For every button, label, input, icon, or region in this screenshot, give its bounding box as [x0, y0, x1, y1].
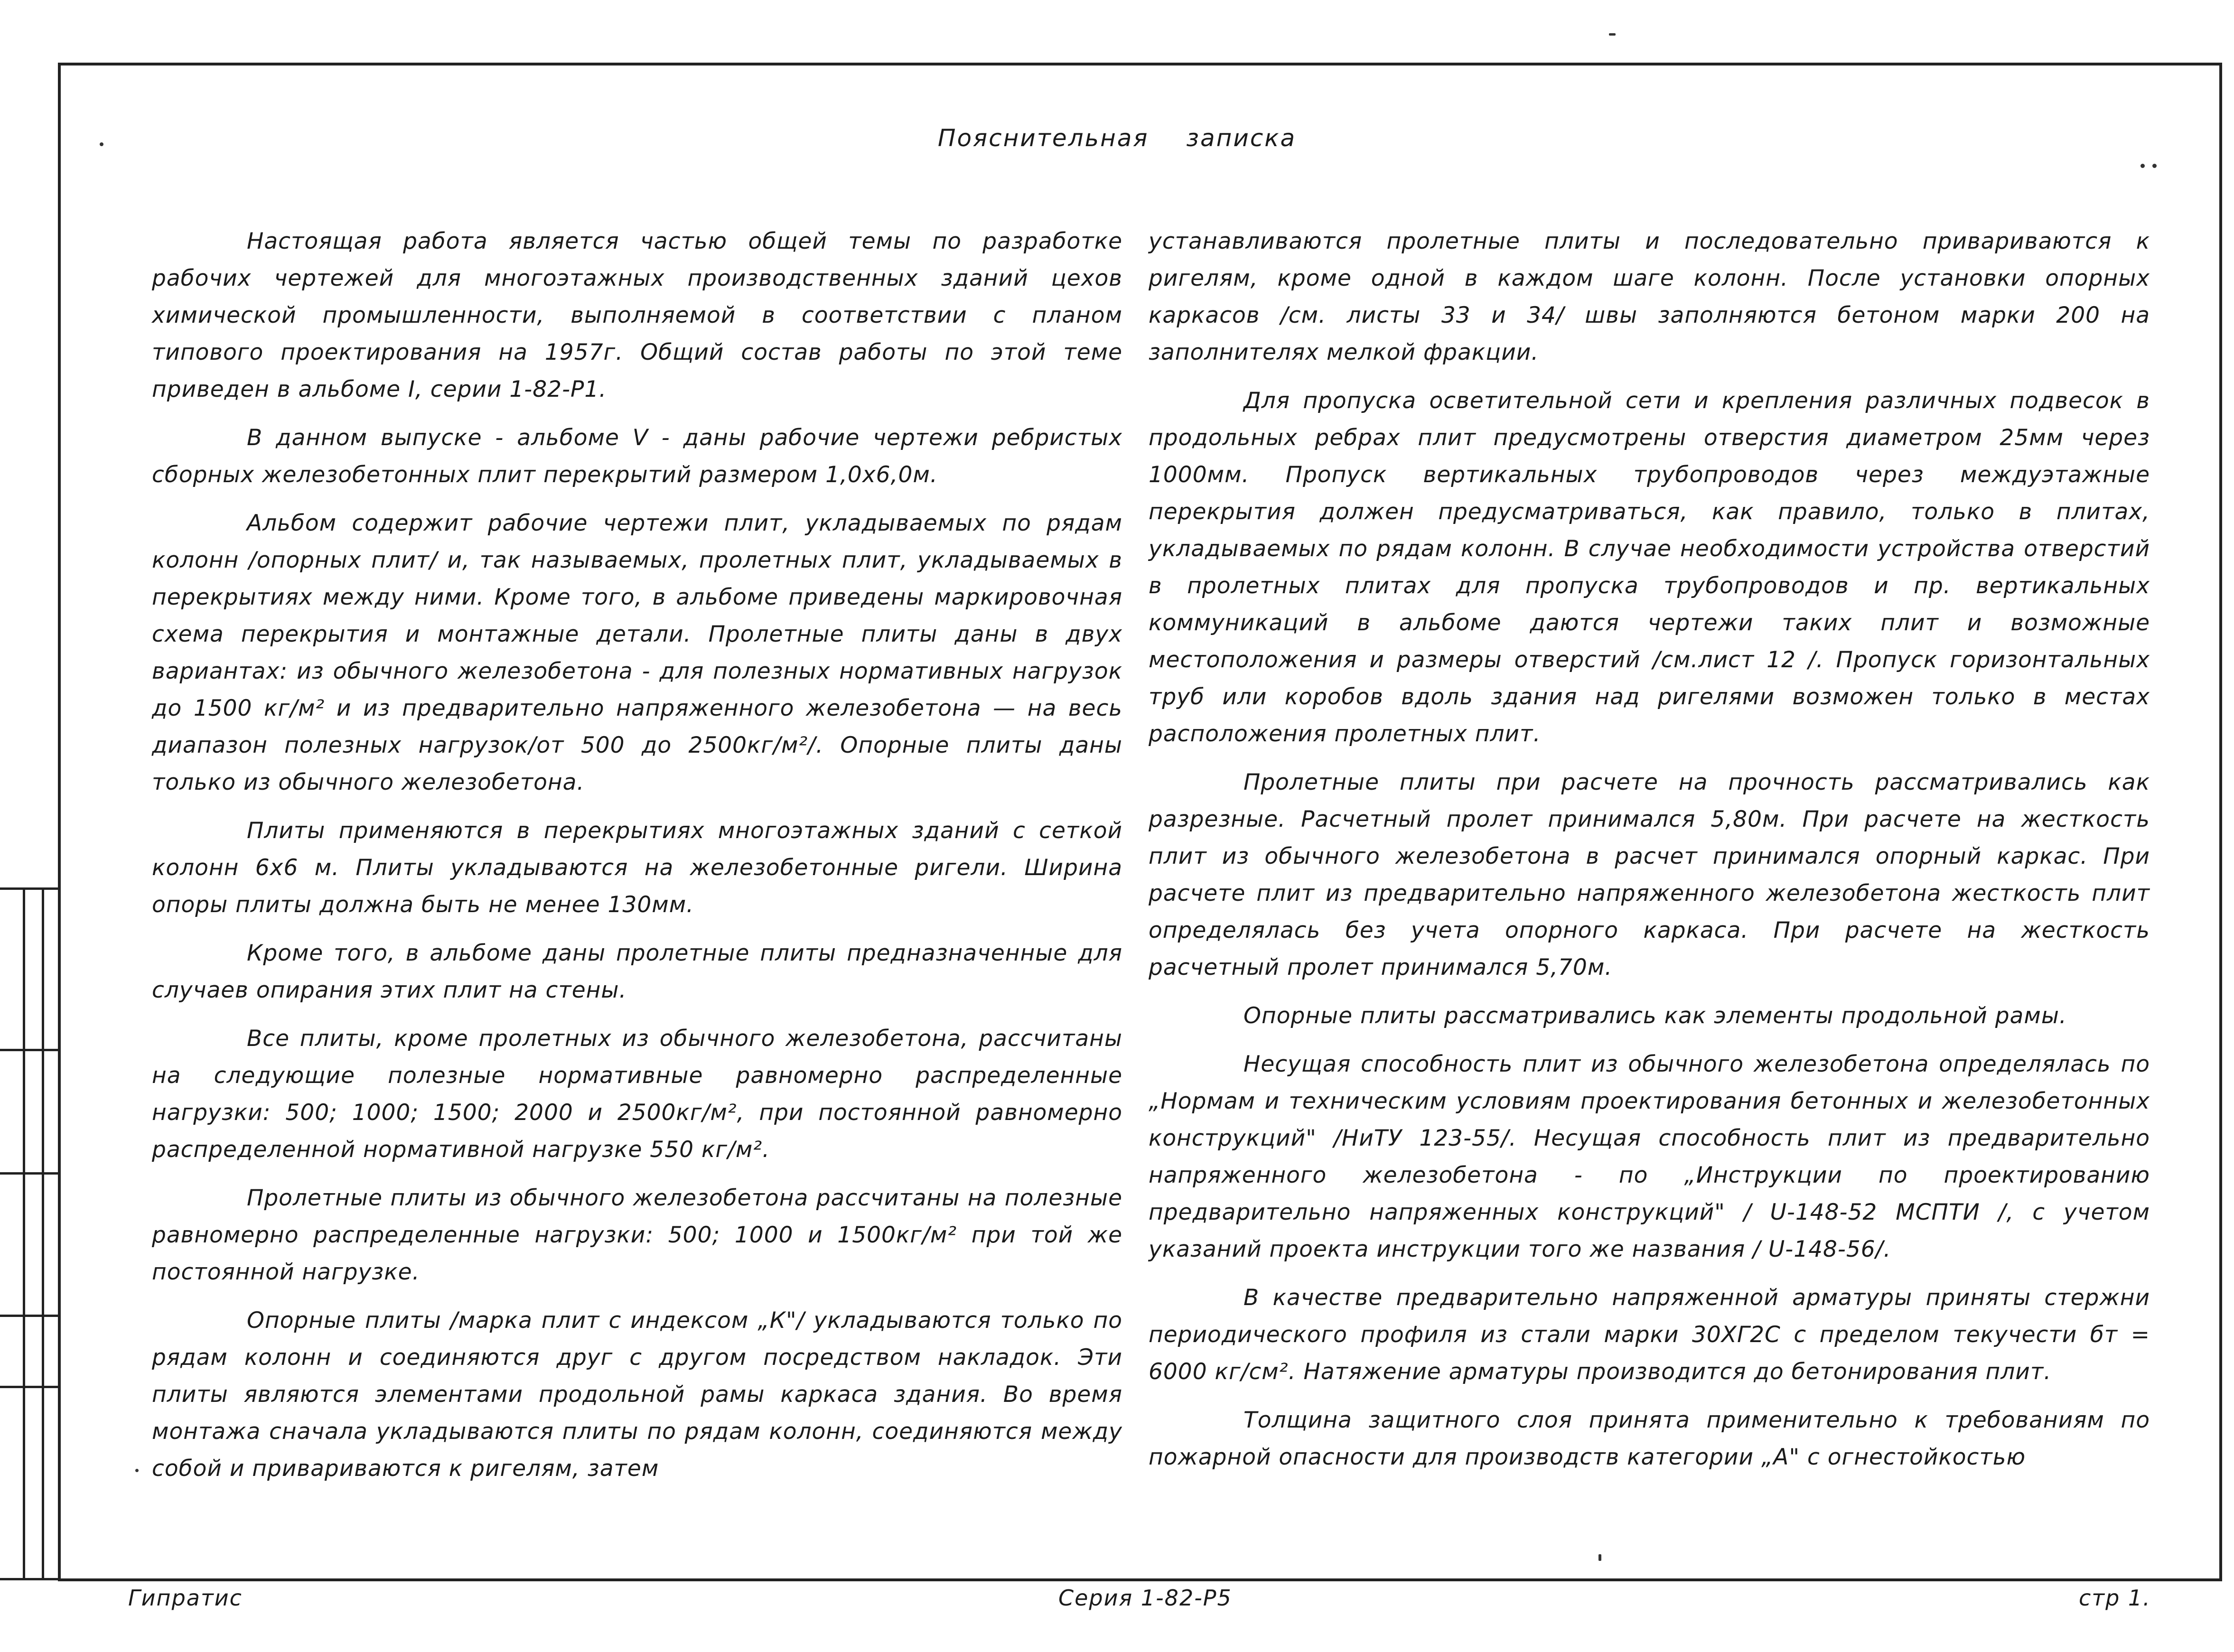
paragraph: Пролетные плиты при расчете на прочность рассматривались как разрезные. Расчетный пролет принимался 5,80м. При расчете на жесткость плит из обычного железобетона в расчет принимался опорный каркас. При расчете плит из предварительно напряженного железобетона жесткость плит определялась без учета опорного каркаса. При расчете на жесткость расчетный пролет принимался 5,70м. — [1149, 769, 2150, 980]
page-title: Пояснительная записка — [937, 124, 1297, 152]
paragraph: Альбом содержит рабочие чертежи плит, укладываемых по рядам колонн /опорных плит/ и, так называемых, пролетных плит, укладываемых в перекрытиях между ними. Кроме того, в альбоме приведены маркировочная схема перекрытия и монтажные детали. Пролетные плиты даны в двух вариантах: из обычного железобетона - для полезных нормативных нагрузок до 1500 кг/м² и из предварительно напряженного железобетона — на весь диапазон полезных нагрузок/от 500 до 2500кг/м²/. Опорные плиты даны только из обычного железобетона. — [152, 510, 1122, 795]
footer-series: Серия 1-82-Р5 — [1058, 1585, 1232, 1611]
paragraph: Все плиты, кроме пролетных из обычного железобетона, рассчитаны на следующие полезные нормативные равномерно распределенные нагрузки: 500; 1000; 1500; 2000 и 2500кг/м², при постоянной равномерно распределенной нормативной нагрузке 550 кг/м². — [152, 1026, 1122, 1163]
paragraph: Плиты применяются в перекрытиях многоэтажных зданий с сеткой колонн 6х6 м. Плиты укладываются на железобетонные ригели. Ширина опоры плиты должна быть не менее 130мм. — [152, 818, 1122, 918]
paragraph: Несущая способность плит из обычного железобетона определялась по „Нормам и техническим условиям проектирования бетонных и железобетонных конструкций" /НиТУ 123-55/. Несущая способность плит из предварительно напряженного железобетона - по „Инструкции по проектированию предварительно напряженных конструкций" / U-148-52 МСПТИ /, с учетом указаний проекта инструкции того же названия / U-148-56/. — [1149, 1051, 2150, 1262]
paragraph: Кроме того, в альбоме даны пролетные плиты предназначенные для случаев опирания этих плит на стены. — [152, 940, 1122, 1003]
footer-organization: Гипратис — [128, 1585, 243, 1611]
scan-speck — [2152, 164, 2157, 168]
footer-page-number: стр 1. — [2079, 1585, 2151, 1611]
paragraph: Опорные плиты рассматривались как элементы продольной рамы. — [1243, 1003, 2067, 1029]
paragraph: В данном выпуске - альбоме V - даны рабочие чертежи ребристых сборных железобетонных плит перекрытий размером 1,0х6,0м. — [152, 425, 1122, 488]
paragraph: Пролетные плиты из обычного железобетона рассчитаны на полезные равномерно распределенные нагрузки: 500; 1000 и 1500кг/м² при той же постоянной нагрузке. — [152, 1185, 1122, 1285]
scan-speck — [1598, 1554, 1601, 1561]
paragraph: Настоящая работа является частью общей темы по разработке рабочих чертежей для многоэтажных производственных зданий цехов химической промышленности, выполняемой в соответствии с планом типового проектирования на 1957г. Общий состав работы по этой теме приведен в альбоме I, серии 1-82-Р1. — [152, 228, 1122, 402]
scan-speck — [1609, 33, 1616, 36]
paragraph: Для пропуска осветительной сети и крепления различных подвесок в продольных ребрах плит предусмотрены отверстия диаметром 25мм через 1000мм. Пропуск вертикальных трубопроводов через междуэтажные перекрытия должен предусматриваться, как правило, только в плитах, укладываемых по рядам колонн. В случае необходимости устройства отверстий в пролетных плитах для пропуска трубопроводов и пр. вертикальных коммуникаций в альбоме даются чертежи таких плит и возможные местоположения и размеры отверстий /см.лист 12 /. Пропуск горизонтальных труб или коробов вдоль здания над ригелями возможен только в местах расположения пролетных плит. — [1149, 388, 2150, 747]
paragraph: устанавливаются пролетные плиты и последовательно привариваются к ригелям, кроме одной в каждом шаге колонн. После установки опорных каркасов /см. листы 33 и 34/ швы заполняются бетоном марки 200 на заполнителях мелкой фракции. — [1149, 228, 2150, 365]
scan-speck — [135, 1469, 139, 1472]
left-column — [152, 223, 1122, 1499]
right-column — [1149, 223, 2150, 1487]
paragraph: Толщина защитного слоя принята применительно к требованиям по пожарной опасности для производств категории „А" с огнестойкостью — [1149, 1407, 2150, 1470]
paragraph: В качестве предварительно напряженной арматуры приняты стержни периодического профиля из стали марки 30ХГ2С с пределом текучести бт = 6000 кг/см². Натяжение арматуры производится до бетонирования плит. — [1149, 1285, 2150, 1385]
paragraph: Опорные плиты /марка плит с индексом „К"/ укладываются только по рядам колонн и соединяются друг с другом посредством накладок. Эти плиты являются элементами продольной рамы каркаса здания. Во время монтажа сначала укладываются плиты по рядам колонн, соединяются между собой и привариваются к ригелям, затем — [152, 1307, 1122, 1482]
binding-margin-stamp — [0, 887, 58, 1580]
scan-speck — [2141, 164, 2145, 168]
scan-speck — [100, 142, 103, 146]
